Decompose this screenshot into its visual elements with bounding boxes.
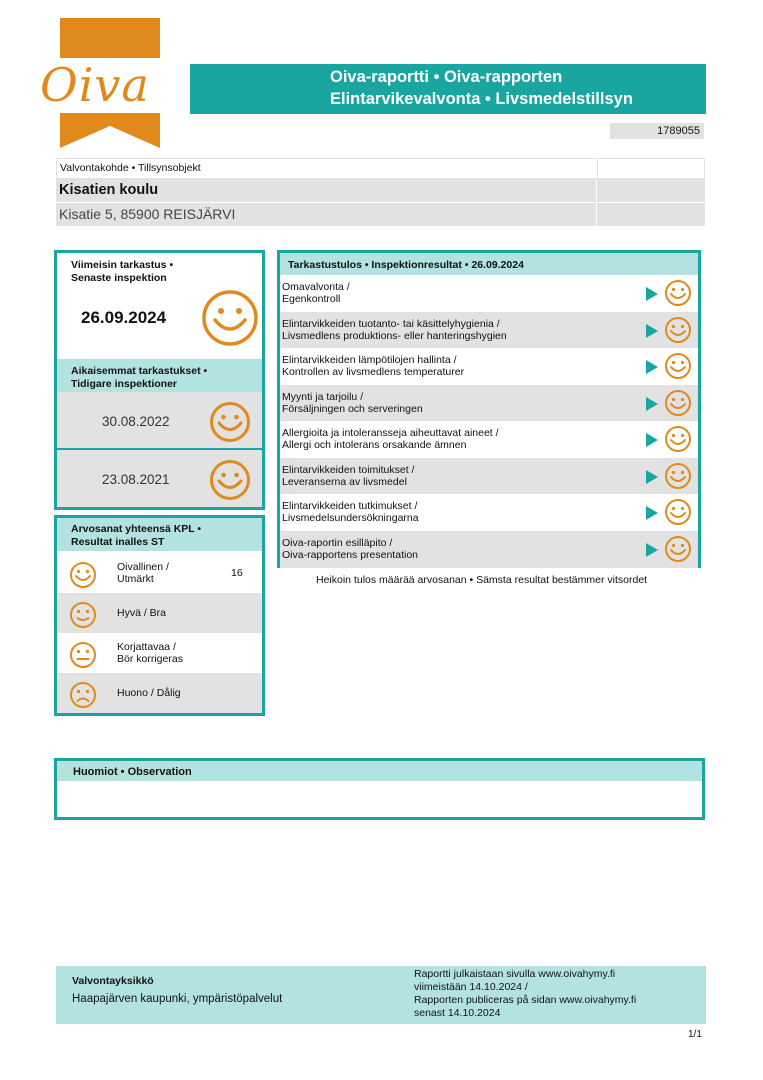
results-heading [280,253,698,275]
very-happy-face-icon [664,498,692,529]
previous-heading-line2: Tidigare inspektioner [71,378,177,390]
observations-panel [54,758,705,820]
result-label-fi: Allergioita ja intoleransseja aiheuttavat aineet / [282,427,499,439]
inspection-results-panel [277,250,701,568]
very-happy-face-icon [664,462,692,493]
previous-inspection-row [57,392,262,450]
observations-heading-text: Huomiot • Observation [73,766,192,778]
result-label-sv: Allergi och intolerans orsakande ämnen [282,439,467,451]
very-happy-face-icon [664,425,692,456]
happy-face-icon [69,601,97,632]
latest-heading [71,259,173,285]
neutral-face-icon [69,641,97,672]
result-label-fi: Myynti ja tarjoilu / [282,390,364,403]
result-label [282,354,464,378]
inspection-target [56,158,705,226]
result-label-sv: Försäljningen och serveringen [282,402,423,415]
grade-row-poor [57,673,262,713]
grade-label: Hyvä / Bra [117,607,167,619]
result-label [282,281,350,305]
sad-face-icon [69,681,97,712]
result-row [280,312,698,349]
result-label [282,500,419,524]
observations-heading [57,761,702,781]
very-happy-face-icon [209,401,251,448]
result-row [280,494,698,531]
play-arrow-icon[interactable] [646,433,658,447]
grade-label: Korjattavaa / [117,641,176,653]
result-label-fi: Oiva-raportin esilläpito / [282,536,393,549]
play-arrow-icon[interactable] [646,506,658,520]
latest-date: 26.09.2024 [81,308,167,327]
result-label-sv: Egenkontroll [282,293,341,305]
play-arrow-icon[interactable] [646,397,658,411]
publication-info [414,968,636,1020]
result-row [280,421,698,458]
target-name: Kisatien koulu [59,182,159,198]
previous-date: 23.08.2021 [102,472,170,487]
play-arrow-icon[interactable] [646,470,658,484]
very-happy-face-icon [209,459,251,506]
result-row [280,531,698,568]
target-address: Kisatie 5, 85900 REISJÄRVI [59,206,236,222]
play-arrow-icon[interactable] [646,360,658,374]
result-label-fi: Omavalvonta / [282,281,350,293]
publication-line: viimeistään 14.10.2024 / [414,981,528,993]
result-label-sv: Leveranserna av livsmedel [282,475,407,488]
result-label-sv: Oiva-rapportens presentation [282,548,418,561]
result-label [282,464,414,488]
result-label-fi: Elintarvikkeiden toimitukset / [282,463,415,476]
footer [56,966,706,1024]
play-arrow-icon[interactable] [646,287,658,301]
result-label [282,318,507,342]
target-label: Valvontakohde • Tillsynsobjekt [60,162,201,174]
report-id: 1789055 [610,123,704,139]
page-number: 1/1 [688,1029,702,1040]
result-row [280,385,698,422]
grades-heading-line2: Resultat inalles ST [71,536,165,548]
oiva-logo-text: Oiva [40,58,150,112]
result-label-sv: Kontrollen av livsmedlens temperaturer [282,366,465,378]
very-happy-face-icon [664,316,692,347]
report-subtitle: Elintarvikevalvonta • Livsmedelstillsyn [330,90,633,108]
results-list [280,275,698,565]
grades-heading [57,518,262,551]
grades-panel [54,515,265,716]
previous-date: 30.08.2022 [102,414,170,429]
previous-inspection-row [57,450,262,507]
grade-label-sv: Bör korrigeras [117,653,183,665]
result-label-sv: Livsmedelsundersökningarna [282,512,419,524]
result-label [282,537,418,561]
result-label [282,391,423,415]
grade-row-excellent [57,553,262,593]
report-title: Oiva-raportti • Oiva-rapporten [330,68,563,86]
very-happy-face-icon [201,289,259,352]
very-happy-face-icon [69,561,97,592]
publication-line: senast 14.10.2024 [414,1007,501,1019]
play-arrow-icon[interactable] [646,324,658,338]
latest-heading-line2: Senaste inspektion [71,272,167,284]
unit-label: Valvontayksikkö [72,975,154,987]
results-heading-text: Tarkastustulos • Inspektionresultat • 26.09.2024 [288,259,524,271]
results-note: Heikoin tulos määrää arvosanan • Sämsta resultat bestämmer vitsordet [316,574,648,586]
result-label-fi: Elintarvikkeiden tuotanto- tai käsittelyhygienia / [282,317,500,330]
result-label-fi: Elintarvikkeiden lämpötilojen hallinta / [282,354,457,366]
result-label-sv: Livsmedlens produktions- eller hanteringshygien [282,329,507,342]
grade-label: Oivallinen / [117,561,169,573]
publication-line: Raportti julkaistaan sivulla www.oivahymy.fi [414,968,616,980]
result-row [280,275,698,312]
play-arrow-icon[interactable] [646,543,658,557]
very-happy-face-icon [664,389,692,420]
unit-name: Haapajärven kaupunki, ympäristöpalvelut [72,993,283,1005]
result-label [282,427,499,451]
result-row [280,458,698,495]
grades-heading-line1: Arvosanat yhteensä KPL • [71,523,202,535]
very-happy-face-icon [664,279,692,310]
grade-label-sv: Utmärkt [117,573,154,585]
result-label-fi: Elintarvikkeiden tutkimukset / [282,500,418,512]
grade-row-good [57,593,262,633]
report-title-band [190,64,706,114]
grade-label: Huono / Dålig [117,687,181,699]
grade-count: 16 [231,567,243,579]
publication-line: Rapporten publiceras på sidan www.oivahymy.fi [414,994,637,1006]
previous-heading-line1: Aikaisemmat tarkastukset • [71,365,208,377]
very-happy-face-icon [664,352,692,383]
previous-heading [57,359,262,392]
grade-row-to-correct [57,633,262,673]
very-happy-face-icon [664,535,692,566]
latest-heading-line1: Viimeisin tarkastus • [71,259,174,271]
inspection-history-panel [54,250,265,510]
result-row [280,348,698,385]
